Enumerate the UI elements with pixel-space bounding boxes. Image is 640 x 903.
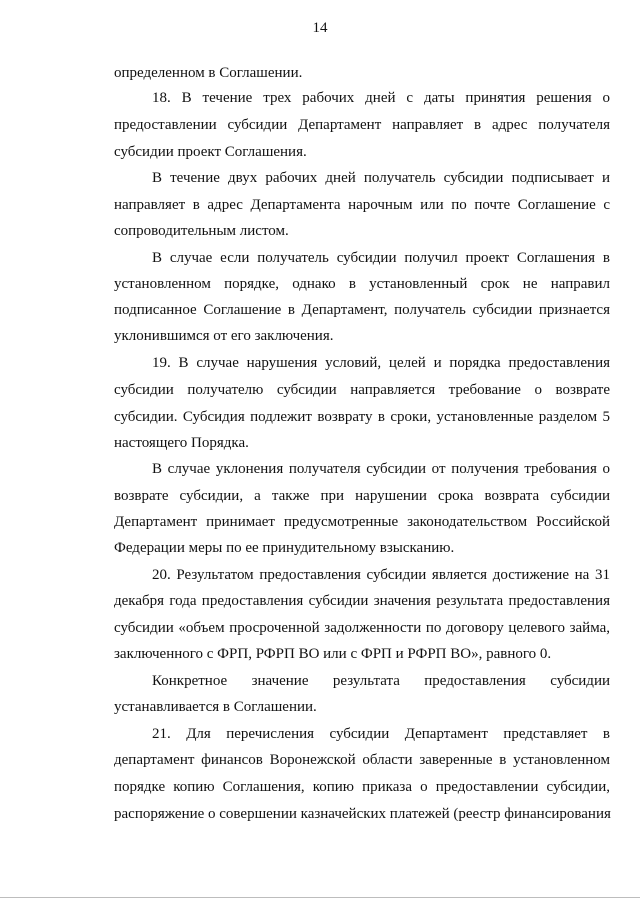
text-line: направляет в адрес Департамента нарочным или по почте Соглашение с bbox=[114, 197, 610, 213]
text-line: заключенного с ФРП, РФРП ВО или с ФРП и РФРП ВО», равного 0. bbox=[114, 646, 552, 662]
text-line: В случае если получатель субсидии получил проект Соглашения в bbox=[152, 250, 610, 266]
text-line: декабря года предоставления субсидии значения результата предоставления bbox=[114, 593, 610, 609]
text-line: 18. В течение трех рабочих дней с даты принятия решения о bbox=[152, 90, 610, 106]
text-line: установленном порядке, однако в установленный срок не направил bbox=[114, 276, 610, 292]
text-line: определенном в Соглашении. bbox=[114, 65, 303, 81]
text-line: В случае уклонения получателя субсидии от получения требования о bbox=[152, 461, 610, 477]
text-line: департамент финансов Воронежской области заверенные в установленном bbox=[114, 752, 610, 768]
page-number: 14 bbox=[312, 20, 328, 36]
text-line: настоящего Порядка. bbox=[114, 435, 249, 451]
text-line: субсидии. Субсидия подлежит возврату в сроки, установленные разделом 5 bbox=[114, 409, 610, 425]
text-line: 19. В случае нарушения условий, целей и порядка предоставления bbox=[152, 355, 610, 371]
text-line: возврате субсидии, а также при нарушении срока возврата субсидии bbox=[114, 488, 610, 504]
text-line: сопроводительным листом. bbox=[114, 223, 289, 239]
text-line: подписанное Соглашение в Департамент, получатель субсидии признается bbox=[114, 302, 610, 318]
text-line: субсидии «объем просроченной задолженности по договору целевого займа, bbox=[114, 620, 610, 636]
text-line: предоставлении субсидии Департамент направляет в адрес получателя bbox=[114, 117, 610, 133]
text-line: В течение двух рабочих дней получатель субсидии подписывает и bbox=[152, 170, 610, 186]
text-line: устанавливается в Соглашении. bbox=[114, 699, 317, 715]
bottom-divider bbox=[0, 897, 640, 898]
text-line: уклонившимся от его заключения. bbox=[114, 328, 334, 344]
text-line: порядке копию Соглашения, копию приказа о предоставлении субсидии, bbox=[114, 779, 610, 795]
text-line: Департамент принимает предусмотренные законодательством Российской bbox=[114, 514, 610, 530]
text-line: субсидии проект Соглашения. bbox=[114, 144, 307, 160]
text-line: распоряжение о совершении казначейских платежей (реестр финансирования bbox=[114, 806, 611, 822]
text-line: 21. Для перечисления субсидии Департамент представляет в bbox=[152, 726, 610, 742]
text-line: 20. Результатом предоставления субсидии является достижение на 31 bbox=[152, 567, 610, 583]
text-line: Конкретное значение результата предоставления субсидии bbox=[152, 673, 610, 689]
text-line: Федерации меры по ее принудительному взысканию. bbox=[114, 540, 455, 556]
text-line: субсидии получателю субсидии направляется требование о возврате bbox=[114, 382, 610, 398]
